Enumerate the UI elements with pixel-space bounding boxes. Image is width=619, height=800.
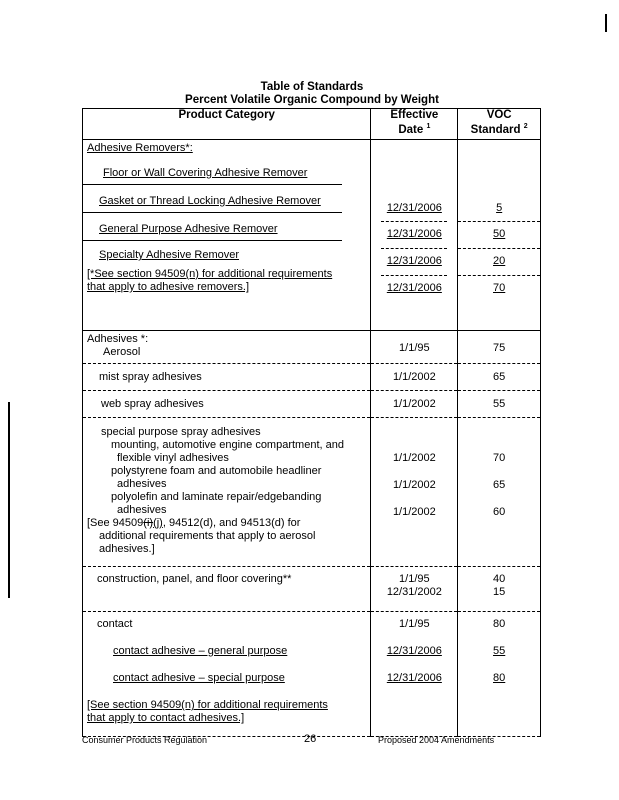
special-date: 1/1/2002 [392,506,436,518]
construction-date: 12/31/2002 [386,586,442,598]
remover-date: 12/31/2006 [386,282,442,294]
special-item-label: adhesives [117,504,167,516]
special-item-label: polystyrene foam and automobile headliner [111,465,322,477]
adhesives-heading: Adhesives *: [87,333,149,345]
contact-note: that apply to contact adhesives.] [87,712,245,724]
special-voc: 70 [493,452,506,464]
special-note: [See 94509(i)(j), 94512(d), and 94513(d) for [87,517,301,529]
construction-label: construction, panel, and floor covering** [83,567,371,612]
mist-label: mist spray adhesives [83,364,371,391]
special-date: 1/1/2002 [392,479,436,491]
contact-voc-cell [458,612,541,737]
remover-voc: 70 [493,282,506,294]
web-label: web spray adhesives [83,391,371,418]
footer-left: Consumer Products Regulation [82,735,208,745]
contact-label: contact [97,618,133,630]
removers-date-cell [371,140,458,331]
remover-name: Floor or Wall Covering Adhesive Remover [83,167,342,185]
special-item-label: adhesives [117,478,167,490]
column-header-category: Product Category [83,109,371,140]
construction-voc: 15 [493,586,506,598]
table-row [83,567,541,612]
special-item-label: flexible vinyl adhesives [117,452,229,464]
special-voc-cell [458,418,541,567]
special-item-label: polyolefin and laminate repair/edgebanding [111,491,322,503]
column-header-voc: VOC Standard $^2$ [458,109,541,140]
web-date: 1/1/2002 [371,391,458,418]
special-category-cell [83,418,371,567]
table-row-contact [83,612,541,737]
removers-heading: Adhesive Removers*: [87,142,193,154]
special-note: adhesives.] [99,543,155,555]
inserted-text: (j) [153,517,163,529]
special-date-cell [371,418,458,567]
special-date: 1/1/2002 [392,452,436,464]
table-subtitle: Percent Volatile Organic Compound by Weight [185,94,439,106]
table-row-special [83,418,541,567]
table-row [83,391,541,418]
remover-date: 12/31/2006 [381,255,447,276]
aerosol-label: Aerosol [103,346,141,358]
removers-voc-cell [458,140,541,331]
construction-date: 1/1/95 [399,573,430,585]
remover-voc: 5 [458,202,540,222]
table-title: Table of Standards [260,81,364,93]
contact-date-cell [371,612,458,737]
special-voc: 65 [493,479,506,491]
contact-special-voc: 80 [493,672,506,684]
table-row [83,364,541,391]
remover-date: 12/31/2006 [381,202,447,222]
web-voc: 55 [458,391,541,418]
contact-special-date: 12/31/2006 [386,672,442,684]
table-row [83,331,541,364]
removers-category-cell [83,140,371,331]
remover-name: General Purpose Adhesive Remover [83,223,342,241]
removers-note: that apply to adhesive removers.] [87,281,250,293]
removers-note: [*See section 94509(n) for additional requirements [87,268,333,280]
table-header-row [83,109,541,140]
remover-voc: 20 [458,255,540,276]
page-number: 26 [304,733,317,745]
construction-date-cell [371,567,458,612]
column-header-date: Effective Date $^1$ [371,109,458,140]
mist-voc: 65 [458,364,541,391]
aerosol-category-cell [83,331,371,364]
footnote-marker: 1 [426,123,431,130]
remover-name: Specialty Adhesive Remover [99,249,240,261]
aerosol-date: 1/1/95 [371,331,458,364]
scan-mark [605,14,607,32]
footnote-marker: 2 [523,123,528,130]
contact-general-voc: 55 [493,645,506,657]
footer-right: Proposed 2004 Amendments [378,735,495,745]
standards-table [82,108,541,737]
special-voc: 60 [493,506,506,518]
remover-name: Gasket or Thread Locking Adhesive Remover [83,195,342,213]
contact-date: 1/1/95 [399,618,430,630]
special-note: additional requirements that apply to aerosol [99,530,316,542]
mist-date: 1/1/2002 [371,364,458,391]
scan-mark [8,402,10,598]
construction-voc-cell [458,567,541,612]
table-row-removers [83,140,541,331]
contact-category-cell [83,612,371,737]
construction-voc: 40 [493,573,506,585]
contact-general-date: 12/31/2006 [386,645,442,657]
remover-voc: 50 [458,228,540,249]
struck-text: (i) [143,517,154,529]
remover-date: 12/31/2006 [381,228,447,249]
aerosol-voc: 75 [458,331,541,364]
special-item-label: mounting, automotive engine compartment, and [111,439,344,451]
special-heading: special purpose spray adhesives [101,426,261,438]
contact-note: [See section 94509(n) for additional requirements [87,699,328,711]
contact-voc: 80 [493,618,506,630]
contact-special-label: contact adhesive – special purpose [113,672,285,684]
contact-general-label: contact adhesive – general purpose [113,645,288,657]
